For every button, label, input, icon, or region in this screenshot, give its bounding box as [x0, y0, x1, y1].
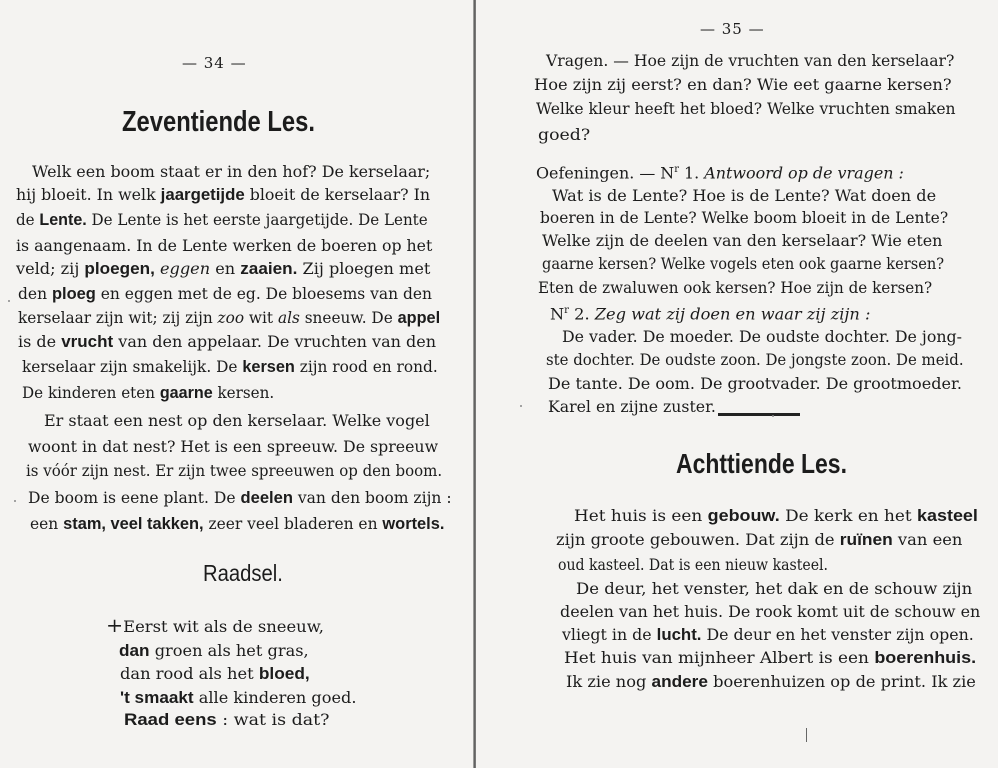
superscript: r: [674, 164, 679, 175]
text-run: zeer veel bladeren en: [203, 514, 383, 533]
text-line: [124, 709, 330, 731]
text-run: bloeit de kerselaar? In: [244, 185, 431, 204]
text-run: kerselaar zijn wit; zij zijn: [18, 308, 218, 327]
text-run: alle kinderen goed.: [193, 688, 357, 707]
text-run: woont in dat nest? Het is een spreeuw. De spreeuw: [28, 437, 439, 456]
text-run: kerselaar zijn smakelijk. De: [22, 357, 243, 376]
left-page: [0, 0, 476, 768]
text-run: is aangenaam. In de Lente werken de boeren op het: [16, 236, 433, 255]
text-run: van een: [892, 530, 963, 549]
text-run: vliegt in de: [562, 625, 657, 644]
text-run: : wat is dat?: [216, 710, 330, 729]
lesson-title-18: Achttiende Les.: [676, 448, 847, 479]
text-line: [16, 209, 428, 231]
text-run: en: [210, 259, 241, 278]
text-run: Zij ploegen met: [297, 259, 431, 278]
text-run: goed?: [538, 125, 591, 144]
italic-text: Zeg wat zij doen en waar zij zijn :: [594, 304, 871, 324]
text-run: De kerk en het: [779, 506, 918, 525]
scan-speck: [806, 728, 807, 742]
text-line: [556, 529, 962, 551]
superscript: r: [564, 305, 570, 316]
text-run: Wat is de Lente? Hoe is de Lente? Wat doen de: [552, 186, 937, 205]
text-run: Oefeningen. — N: [536, 163, 675, 183]
text-line: [44, 410, 430, 432]
scan-speck: [8, 300, 10, 302]
text-line: [566, 671, 976, 693]
text-run: Het huis is een: [574, 506, 708, 525]
text-run: Het huis van mijnheer Albert is een: [564, 648, 875, 667]
text-run: kersen.: [212, 383, 275, 402]
text-run: dan rood als het: [120, 664, 259, 683]
bold-keyword: boerenhuis.: [874, 648, 977, 667]
text-line: [542, 253, 944, 275]
riddle-title: Raadsel.: [203, 560, 283, 586]
text-line: [16, 184, 430, 206]
text-line: [536, 98, 956, 120]
text-line: [18, 331, 436, 353]
text-line: [562, 326, 962, 348]
text-run: Eerst wit als de sneeuw,: [123, 617, 325, 636]
text-run: den: [18, 284, 52, 303]
text-run: De deur en het venster zijn open.: [701, 625, 974, 644]
text-line: [564, 647, 976, 669]
text-line: [22, 382, 274, 404]
page-number-35: — 35 —: [700, 20, 765, 38]
text-line: [16, 235, 432, 257]
text-run: veld; zij: [16, 259, 85, 278]
bold-keyword: kersen: [242, 357, 295, 376]
text-line: [32, 161, 430, 183]
text-line: [120, 663, 310, 685]
italic-text: zoo: [217, 308, 245, 327]
text-run: deelen van het huis. De rook komt uit de schouw en: [560, 602, 981, 621]
bold-keyword: stam, veel takken,: [63, 514, 204, 533]
text-run: De tante. De oom. De grootvader. De grootmoeder.: [548, 374, 962, 393]
bold-keyword: lucht.: [656, 625, 702, 644]
scan-speck: [772, 415, 774, 417]
bold-keyword: ploegen,: [84, 259, 155, 278]
text-run: N: [550, 304, 565, 324]
text-line: [552, 185, 936, 207]
bold-keyword: wortels.: [382, 514, 445, 533]
bold-keyword: 't smaakt: [120, 688, 194, 707]
bold-keyword: jaargetijde: [160, 185, 245, 204]
text-line: [548, 373, 962, 395]
text-run: Er staat een nest op den kerselaar. Welke vogel: [44, 411, 430, 430]
bold-keyword: dan: [119, 641, 150, 660]
text-line: [548, 396, 716, 418]
bold-keyword: gebouw.: [707, 506, 780, 525]
text-line: [119, 640, 309, 662]
bold-keyword: Lente.: [39, 210, 87, 229]
bold-keyword: deelen: [240, 488, 293, 507]
text-line: [538, 277, 932, 299]
section-divider: [718, 413, 800, 416]
text-line: [534, 74, 952, 96]
text-run: en eggen met de eg. De bloesems van den: [95, 284, 433, 303]
text-run: Hoe zijn zij eerst? en dan? Wie eet gaarne kersen?: [534, 75, 952, 94]
text-line: [16, 258, 430, 280]
text-run: een: [30, 514, 64, 533]
text-run: De vader. De moeder. De oudste dochter. De jong-: [562, 327, 962, 346]
text-run: Eten de zwaluwen ook kersen? Hoe zijn de kersen?: [538, 278, 933, 297]
text-run: de: [16, 210, 40, 229]
bold-keyword: appel: [397, 308, 441, 327]
text-run: hij bloeit. In welk: [16, 185, 161, 204]
text-line: [562, 624, 974, 646]
text-run: zijn groote gebouwen. Dat zijn de: [556, 530, 840, 549]
text-line: [106, 614, 324, 638]
bold-keyword: ploeg: [51, 284, 96, 303]
text-run: De kinderen eten: [22, 383, 160, 402]
text-run: Karel en zijne zuster.: [548, 397, 716, 416]
bold-keyword: vrucht: [61, 332, 114, 351]
text-run: Welk een boom staat er in den hof? De kerselaar;: [32, 162, 431, 181]
text-run: De Lente is het eerste jaargetijde. De Lente: [86, 210, 428, 229]
text-run: van den boom zijn :: [292, 488, 452, 507]
text-line: [540, 207, 948, 229]
bold-keyword: zaaien.: [240, 259, 298, 278]
text-line: [546, 50, 954, 72]
text-run: is de: [18, 332, 62, 351]
bold-keyword: gaarne: [159, 383, 213, 402]
text-line: [120, 687, 356, 709]
text-run: 2.: [569, 304, 595, 324]
text-line: [536, 159, 904, 184]
italic-text: als: [277, 308, 300, 327]
right-page: [478, 0, 998, 768]
text-line: [560, 601, 980, 623]
text-run: 1.: [678, 163, 705, 183]
bold-keyword: bloed,: [258, 664, 310, 683]
text-run: boerenhuizen op de print. Ik zie: [707, 672, 976, 691]
text-line: [26, 460, 442, 482]
text-run: Welke kleur heeft het bloed? Welke vruchten smaken: [536, 99, 956, 118]
text-line: [18, 283, 432, 305]
italic-text: Antwoord op de vragen :: [704, 163, 904, 183]
text-line: [546, 349, 964, 371]
text-line: [28, 436, 438, 458]
page-number-34: — 34 —: [182, 54, 247, 72]
text-line: [574, 505, 978, 527]
bold-keyword: kasteel: [917, 506, 978, 525]
text-run: gaarne kersen? Welke vogels eten ook gaarne kersen?: [542, 254, 945, 273]
text-run: Ik zie nog: [566, 672, 652, 691]
text-line: [18, 307, 440, 329]
text-line: [30, 513, 444, 535]
text-line: [558, 554, 828, 576]
text-run: Vragen. — Hoe zijn de vruchten van den kerselaar?: [546, 51, 955, 70]
bold-keyword: ruïnen: [839, 530, 893, 549]
text-run: wit: [244, 308, 278, 327]
text-line: [550, 300, 870, 325]
text-line: [28, 487, 452, 509]
text-line: [542, 230, 942, 252]
text-run: oud kasteel. Dat is een nieuw kasteel.: [558, 555, 828, 574]
text-run: Welke zijn de deelen van den kerselaar? Wie eten: [542, 231, 943, 250]
text-run: is vóór zijn nest. Er zijn twee spreeuwen op den boom.: [26, 461, 443, 480]
text-line: [576, 578, 972, 600]
text-run: sneeuw. De: [299, 308, 398, 327]
text-line: [22, 356, 438, 378]
text-run: boeren in de Lente? Welke boom bloeit in de Lente?: [540, 208, 949, 227]
handwritten-mark: +: [106, 613, 124, 637]
text-run: ste dochter. De oudste zoon. De jongste zoon. De meid.: [546, 350, 964, 369]
scan-speck: [14, 500, 16, 502]
text-run: De deur, het venster, het dak en de schouw zijn: [576, 579, 973, 598]
lesson-title-17: Zeventiende Les.: [122, 106, 315, 138]
text-run: zijn rood en rond.: [294, 357, 438, 376]
text-line: [538, 124, 590, 146]
scan-speck: [520, 405, 522, 407]
bold-keyword: andere: [651, 672, 708, 691]
text-run: De boom is eene plant. De: [28, 488, 241, 507]
italic-text: eggen: [159, 259, 211, 278]
bold-keyword: Raad eens: [124, 710, 217, 729]
text-run: groen als het gras,: [149, 641, 309, 660]
text-run: van den appelaar. De vruchten van den: [113, 332, 437, 351]
